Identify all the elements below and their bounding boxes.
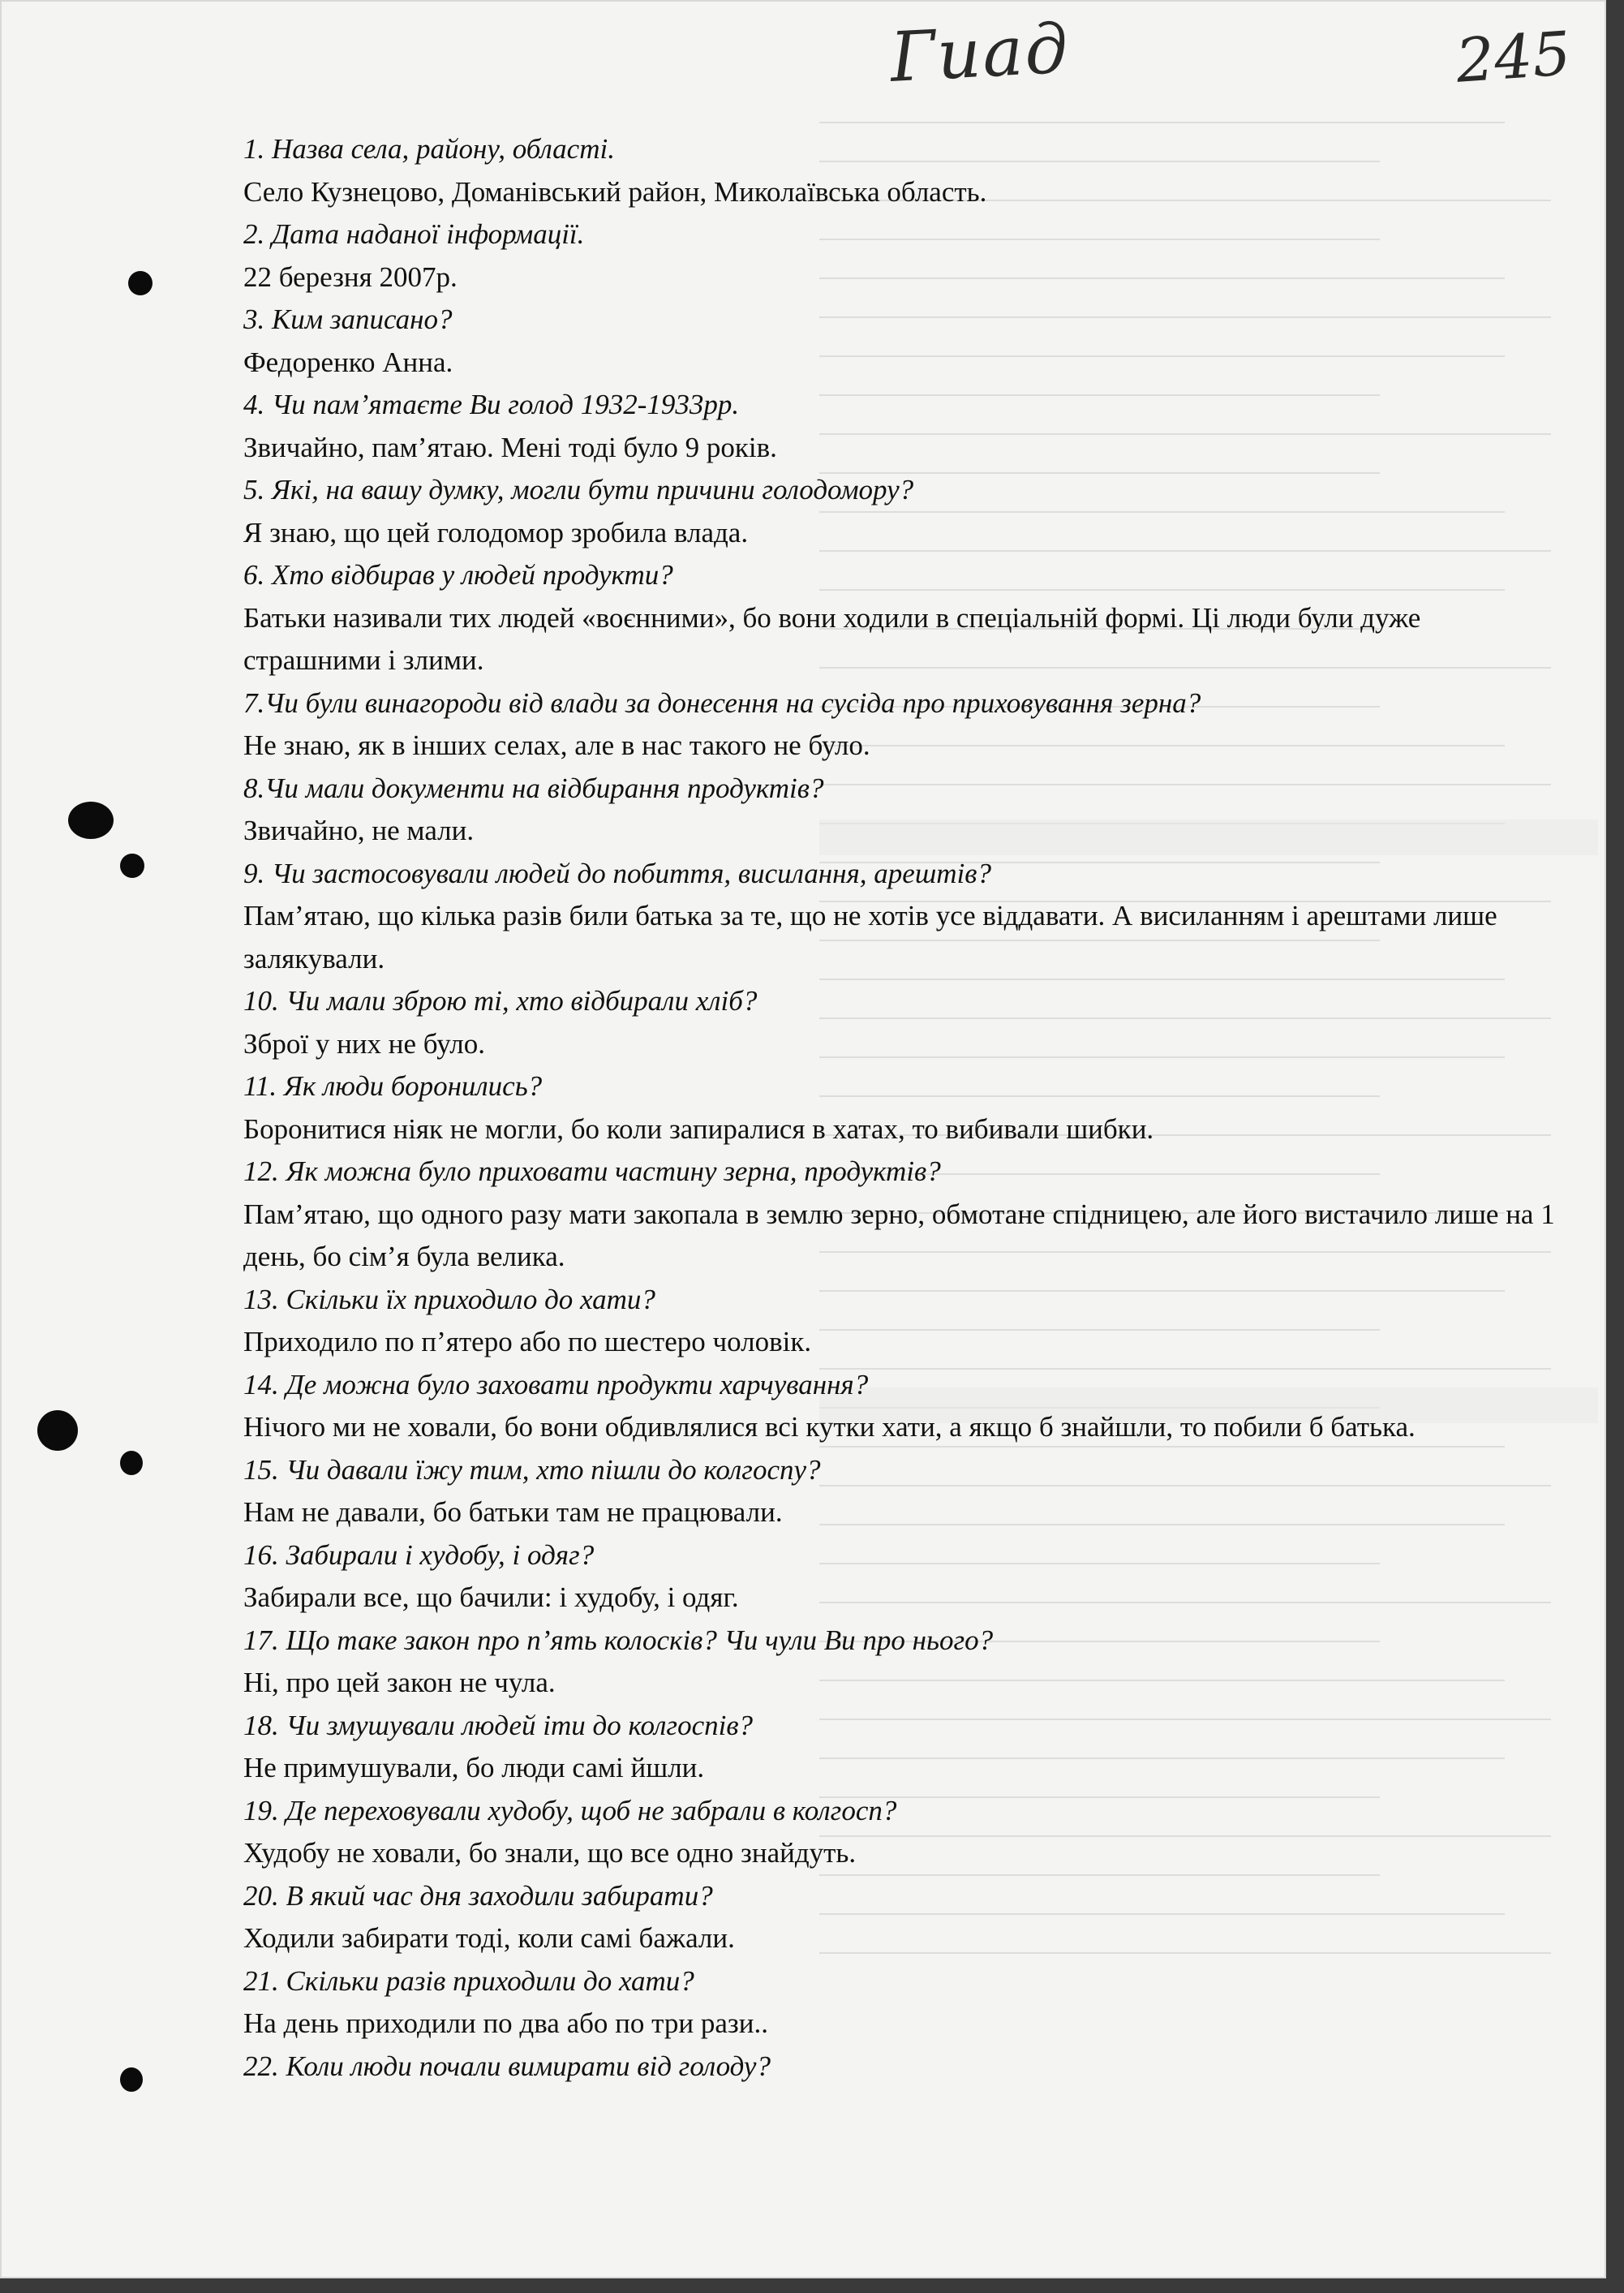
question-text: 16. Забирали і худобу, і одяг? xyxy=(243,1538,595,1571)
punch-hole xyxy=(120,854,144,878)
question-text: 5. Які, на вашу думку, могли бути причини голодомору? xyxy=(243,474,914,505)
answer-text: Приходило по п’ятеро або по шестеро чоловік. xyxy=(243,1326,812,1357)
question-text: 19. Де переховували худобу, щоб не забрали в колгосп? xyxy=(243,1794,897,1826)
answer-text: Не примушували, бо люди самі йшли. xyxy=(243,1752,705,1783)
punch-hole xyxy=(120,1451,143,1475)
answer-text: Забирали все, що бачили: і худобу, і одяг. xyxy=(243,1581,739,1613)
punch-hole xyxy=(120,2067,143,2092)
question-text: 14. Де можна було заховати продукти харчування? xyxy=(243,1368,869,1400)
punch-hole xyxy=(68,802,114,839)
question-text: 7.Чи були винагороди від влади за донесення на сусіда про приховування зерна? xyxy=(243,686,1201,719)
question-text: 21. Скільки разів приходили до хати? xyxy=(243,1964,694,1997)
question-text: 17. Що таке закон про п’ять колосків? Чи чули Ви про нього? xyxy=(243,1624,994,1656)
punch-hole xyxy=(37,1410,78,1451)
questionnaire-body xyxy=(243,128,1557,2088)
question-text: 9. Чи застосовували людей до побиття, висилання, арештів? xyxy=(243,857,991,889)
question-text: 4. Чи пам’ятаєте Ви голод 1932-1933рр. xyxy=(243,389,740,420)
answer-text: Звичайно, не мали. xyxy=(243,815,475,846)
answer-text: Батьки називали тих людей «воєнними», бо вони ходили в спеціальній формі. Ці люди були дуже страшними і злими. xyxy=(243,601,1421,676)
answer-text: Село Кузнецово, Доманівський район, Миколаївська область. xyxy=(243,175,987,208)
question-text: 3. Ким записано? xyxy=(243,303,453,335)
answer-text: Пам’ятаю, що кілька разів били батька за те, що не хотів усе віддавати. А висиланням і арештами лише залякували. xyxy=(243,900,1497,974)
answer-text: Нам не давали, бо батьки там не працювали. xyxy=(243,1496,783,1528)
question-text: 20. В який час дня заходили забирати? xyxy=(243,1879,713,1912)
punch-hole xyxy=(128,271,153,295)
question-text: 2. Дата наданої інформації. xyxy=(243,218,585,250)
answer-text: Не знаю, як в інших селах, але в нас такого не було. xyxy=(243,729,870,761)
question-text: 8.Чи мали документи на відбирання продуктів? xyxy=(243,772,824,804)
question-text: 13. Скільки їх приходило до хати? xyxy=(243,1283,655,1315)
answer-text: Боронитися ніяк не могли, бо коли запиралися в хатах, то вибивали шибки. xyxy=(243,1112,1154,1145)
question-text: 1. Назва села, району, області. xyxy=(243,133,615,165)
handwritten-title: Гиад xyxy=(888,8,1072,97)
answer-text: Звичайно, пам’ятаю. Мені тоді було 9 років. xyxy=(243,431,777,463)
answer-text: Я знаю, що цей голодомор зробила влада. xyxy=(243,516,749,549)
answer-text: Худобу не ховали, бо знали, що все одно знайдуть. xyxy=(243,1837,857,1869)
question-text: 6. Хто відбирав у людей продукти? xyxy=(243,559,673,591)
handwritten-page-number: 245 xyxy=(1454,19,1574,97)
answer-text: Ні, про цей закон не чула. xyxy=(243,1667,556,1698)
question-text: 10. Чи мали зброю ті, хто відбирали хліб? xyxy=(243,985,758,1017)
question-text: 22. Коли люди почали вимирати від голоду? xyxy=(243,2050,771,2082)
answer-text: Нічого ми не ховали, бо вони обдивлялися всі кутки хати, а якщо б знайшли, то побили б батька. xyxy=(243,1411,1416,1443)
answer-text: 22 березня 2007р. xyxy=(243,260,458,293)
answer-text: Зброї у них не було. xyxy=(243,1027,485,1060)
answer-text: Пам’ятаю, що одного разу мати закопала в землю зерно, обмотане спідницею, але його вистачило лише на 1 день, бо сім’я була велика. xyxy=(243,1198,1555,1272)
question-text: 12. Як можна було приховати частину зерна, продуктів? xyxy=(243,1155,941,1187)
question-text: 18. Чи змушували людей іти до колгоспів? xyxy=(243,1709,754,1741)
answer-text: На день приходили по два або по три рази.. xyxy=(243,2007,768,2039)
answer-text: Федоренко Анна. xyxy=(243,346,453,378)
question-text: 11. Як люди боронились? xyxy=(243,1070,543,1102)
question-text: 15. Чи давали їжу тим, хто пішли до колгоспу? xyxy=(243,1453,821,1486)
answer-text: Ходили забирати тоді, коли самі бажали. xyxy=(243,1922,735,1954)
